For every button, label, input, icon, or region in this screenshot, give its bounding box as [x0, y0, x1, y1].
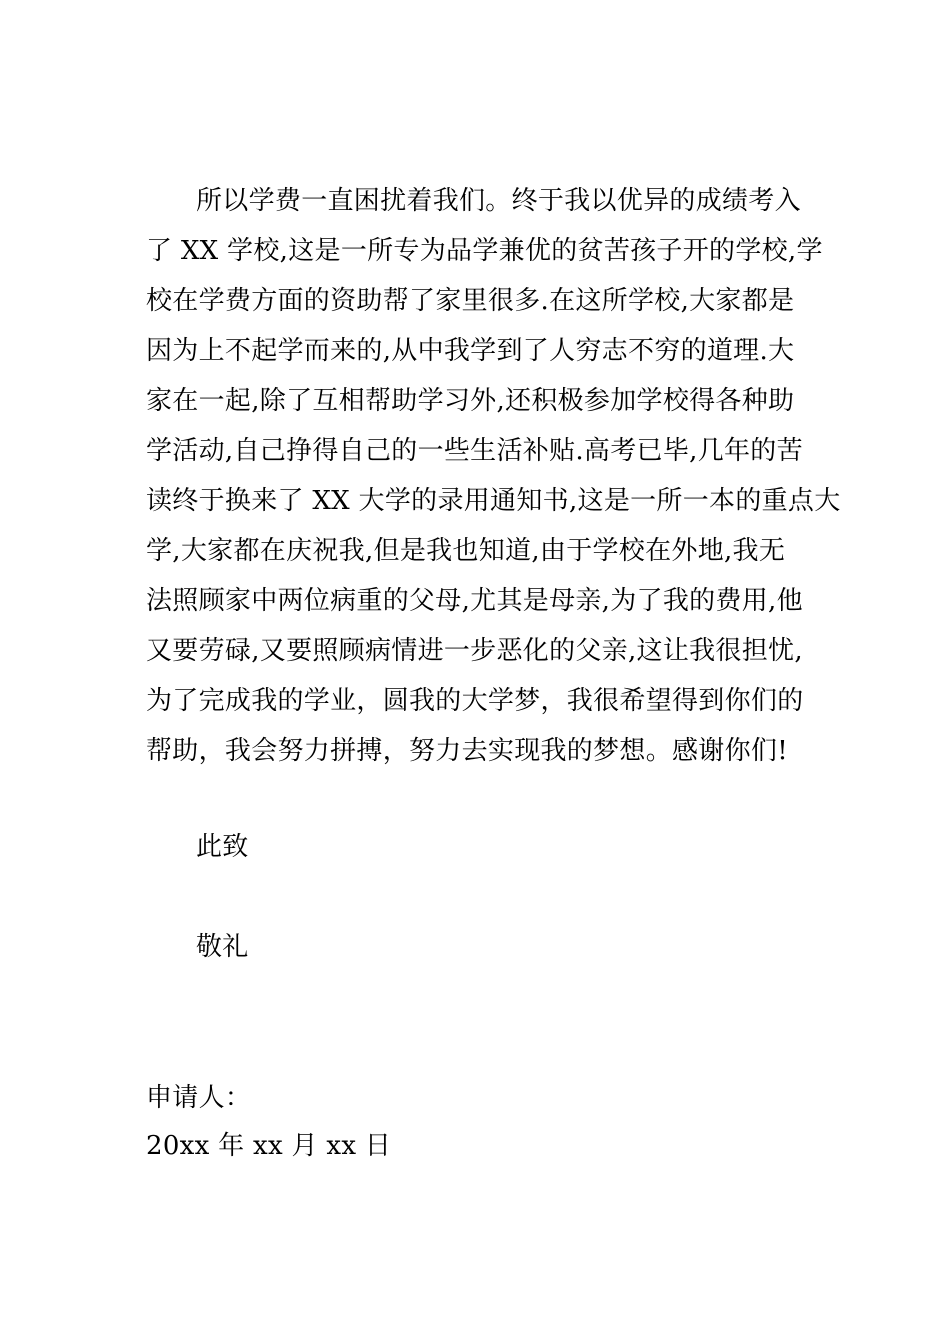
body-line-6: 学活动,自己挣得自己的一些生活补贴.高考已毕,几年的苦	[146, 436, 803, 466]
body-line-10: 又要劳碌,又要照顾病情进一步恶化的父亲,这让我很担忧,	[146, 636, 803, 666]
body-line-9: 法照顾家中两位病重的父母,尤其是母亲,为了我的费用,他	[146, 586, 803, 616]
body-line-4: 因为上不起学而来的,从中我学到了人穷志不穷的道理.大	[146, 336, 795, 366]
date-line: 20xx 年 xx 月 xx 日	[146, 1131, 392, 1161]
body-line-2: 了 XX 学校,这是一所专为品学兼优的贫苦孩子开的学校,学	[146, 236, 823, 266]
closing-salutation: 此致	[196, 832, 249, 862]
body-line-3: 校在学费方面的资助帮了家里很多.在这所学校,大家都是	[146, 286, 795, 316]
applicant-label: 申请人：	[146, 1083, 252, 1113]
body-line-12: 帮助，我会努力拼搏，努力去实现我的梦想。感谢你们!	[146, 736, 788, 766]
body-line-5: 家在一起,除了互相帮助学习外,还积极参加学校得各种助	[146, 386, 795, 416]
body-line-7: 读终于换来了 XX 大学的录用通知书,这是一所一本的重点大	[146, 486, 841, 516]
body-line-8: 学,大家都在庆祝我,但是我也知道,由于学校在外地,我无	[146, 536, 786, 566]
body-line-1: 所以学费一直困扰着我们。终于我以优异的成绩考入	[196, 186, 801, 216]
body-line-11: 为了完成我的学业，圆我的大学梦，我很希望得到你们的	[146, 686, 804, 716]
closing-regards: 敬礼	[196, 932, 249, 962]
